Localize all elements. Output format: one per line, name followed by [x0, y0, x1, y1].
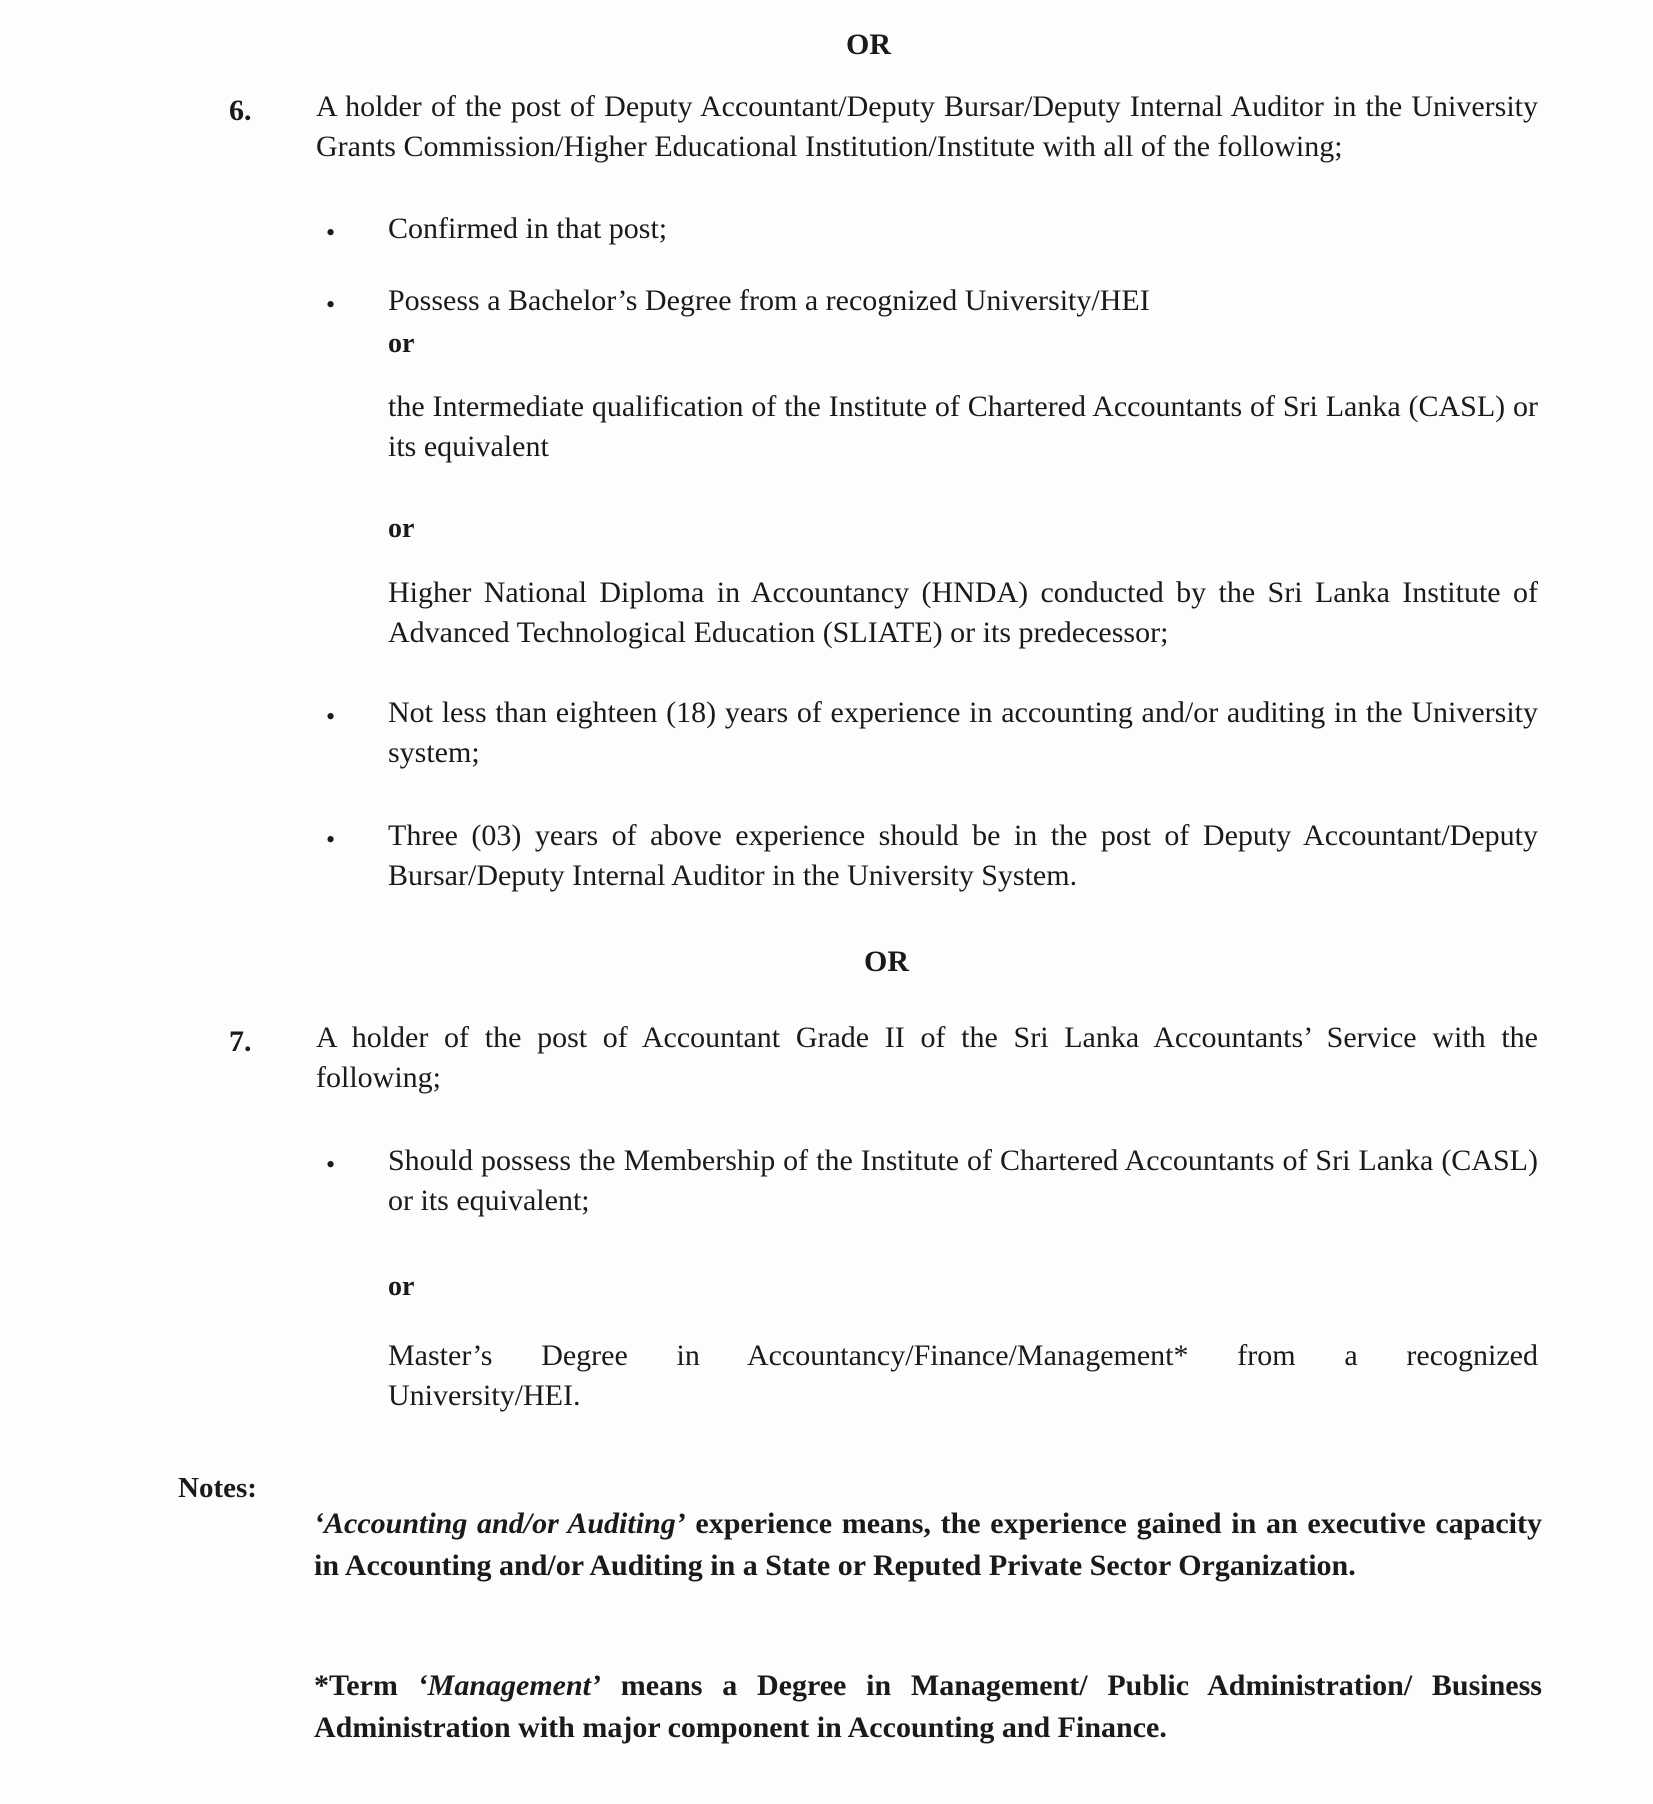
note-2-prefix: *Term [314, 1669, 418, 1702]
note-management [314, 1665, 1542, 1749]
bullet-icon: • [326, 290, 336, 319]
bullet-icon: • [326, 1150, 336, 1179]
item-7-text: A holder of the post of Accountant Grade II of the Sri Lanka Accountants’ Service with the following; [316, 1021, 1538, 1094]
item-6-bullet-confirmed: Confirmed in that post; [388, 212, 668, 245]
or-conjunction: or [388, 328, 415, 359]
item-6-option-casl: the Intermediate qualification of the Institute of Chartered Accountants of Sri Lanka (CASL) or its equivalent [388, 390, 1538, 463]
note-accounting-auditing [314, 1503, 1542, 1587]
item-6-option-hnda: Higher National Diploma in Accountancy (HNDA) conducted by the Sri Lanka Institute of Advanced Technological Education (SLIATE) or its predecessor; [388, 576, 1538, 649]
item-6-number: 6. [229, 94, 252, 127]
note-1-term: ‘Accounting and/or Auditing’ [314, 1507, 686, 1540]
item-6-bullet-post-experience: Three (03) years of above experience should be in the post of Deputy Accountant/Deputy Bursar/Deputy Internal Auditor in the University System. [388, 819, 1538, 892]
item-7-option-membership: Should possess the Membership of the Institute of Chartered Accountants of Sri Lanka (CASL) or its equivalent; [388, 1144, 1538, 1217]
note-2-term: ‘Management’ [417, 1669, 601, 1702]
or-conjunction: or [388, 513, 415, 544]
item-6-text: A holder of the post of Deputy Accountant/Deputy Bursar/Deputy Internal Auditor in the University Grants Commission/Higher Educational Institution/Institute with all of the following; [316, 90, 1538, 163]
note-1-definition: experience means, the experience gained in an executive capacity in Accounting and/or Auditing in a State or Reputed Private Sector Organization. [314, 1507, 1543, 1582]
bullet-icon: • [326, 702, 336, 731]
notes-label: Notes: [178, 1472, 257, 1504]
bullet-icon: • [326, 218, 336, 247]
item-7-option-masters: Master’s Degree in Accountancy/Finance/Management* from a recognized University/HEI. [388, 1339, 1538, 1412]
item-6-bullet-experience: Not less than eighteen (18) years of experience in accounting and/or auditing in the University system; [388, 696, 1538, 769]
or-separator: OR [864, 945, 909, 978]
item-7-number: 7. [229, 1025, 252, 1058]
item-6-option-bachelors: Possess a Bachelor’s Degree from a recognized University/HEI [388, 284, 1150, 317]
or-conjunction: or [388, 1271, 415, 1302]
bullet-icon: • [326, 825, 336, 854]
note-2-definition: means a Degree in Management/ Public Administration/ Business Administration with major component in Accounting and Finance. [314, 1669, 1542, 1744]
or-separator: OR [846, 28, 891, 61]
